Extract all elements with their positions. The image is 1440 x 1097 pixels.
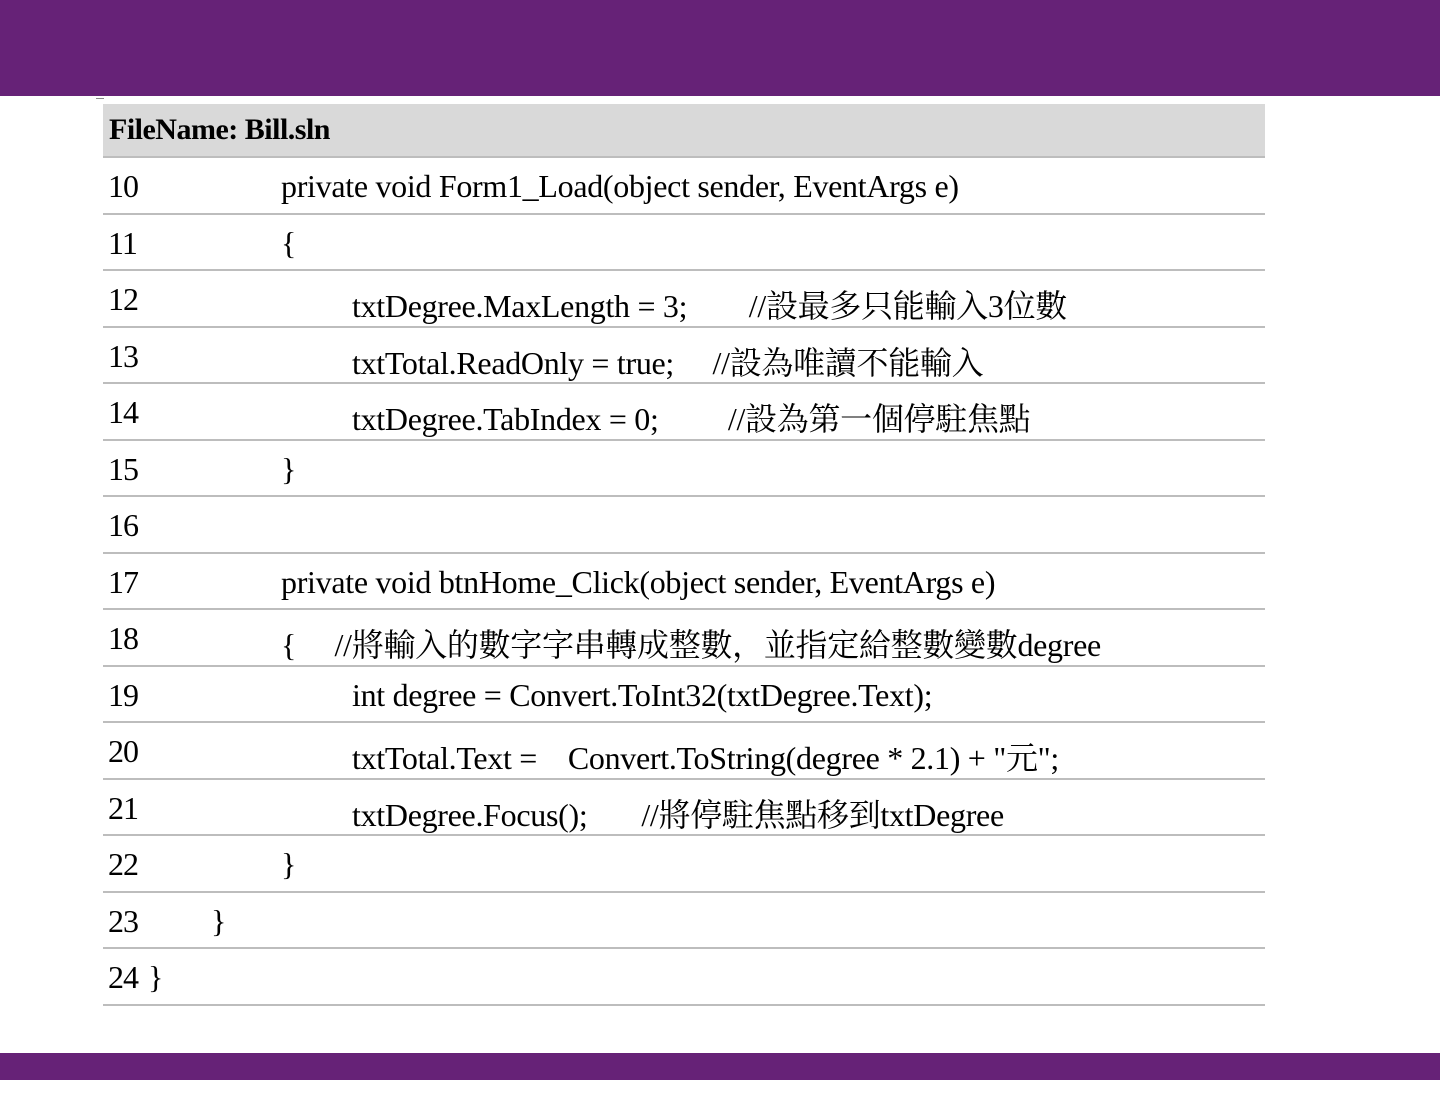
code-line (103, 271, 1265, 328)
code-text: } (281, 450, 297, 487)
code-text: } (211, 902, 227, 939)
code-text: { //將輸入的數字字串轉成整數，並指定給整數變數degree (281, 627, 1101, 663)
code-line (103, 497, 1265, 554)
code-text: txtDegree.MaxLength = 3; //設最多只能輸入3位數 (352, 288, 1067, 324)
line-number: 12 (108, 281, 138, 317)
code-text: int degree = Convert.ToInt32(txtDegree.Text); (352, 676, 933, 713)
bottom-banner (0, 1053, 1440, 1080)
top-banner (0, 0, 1440, 96)
code-line (103, 610, 1265, 667)
line-number: 13 (108, 337, 138, 374)
code-text: private void btnHome_Click(object sender, EventArgs e) (281, 563, 996, 600)
code-line (103, 723, 1265, 780)
code-line (103, 836, 1265, 893)
code-text: } (148, 959, 164, 995)
code-line (103, 667, 1265, 724)
line-number: 20 (108, 733, 138, 769)
line-number: 18 (108, 620, 138, 656)
line-number: 21 (108, 789, 138, 826)
line-number: 14 (108, 394, 138, 430)
line-number: 22 (108, 846, 138, 882)
corner-mark (96, 98, 104, 99)
line-number: 15 (108, 450, 138, 487)
line-number: 11 (108, 224, 137, 261)
code-listing-table (103, 104, 1265, 1006)
file-name-header: FileName: Bill.sln (103, 104, 1265, 158)
code-line (103, 441, 1265, 498)
code-text: private void Form1_Load(object sender, EventArgs e) (281, 168, 959, 204)
code-text: txtDegree.TabIndex = 0; //設為第一個停駐焦點 (352, 401, 1031, 437)
line-number: 19 (108, 676, 138, 713)
code-line (103, 949, 1265, 1006)
code-text: } (281, 846, 297, 882)
code-text: txtTotal.ReadOnly = true; //設為唯讀不能輸入 (352, 344, 984, 381)
code-line (103, 328, 1265, 385)
code-line (103, 384, 1265, 441)
code-text: txtTotal.Text = Convert.ToString(degree * 2.1) + "元"; (352, 740, 1060, 776)
line-number: 17 (108, 563, 138, 600)
code-text: { (281, 224, 297, 261)
line-number: 10 (108, 168, 138, 204)
code-line (103, 893, 1265, 950)
code-line (103, 215, 1265, 272)
code-line (103, 158, 1265, 215)
line-number: 23 (108, 902, 138, 939)
code-line (103, 554, 1265, 611)
line-number: 16 (108, 507, 138, 543)
code-line (103, 780, 1265, 837)
line-number: 24 (108, 959, 138, 995)
code-text: txtDegree.Focus(); //將停駐焦點移到txtDegree (352, 796, 1004, 833)
